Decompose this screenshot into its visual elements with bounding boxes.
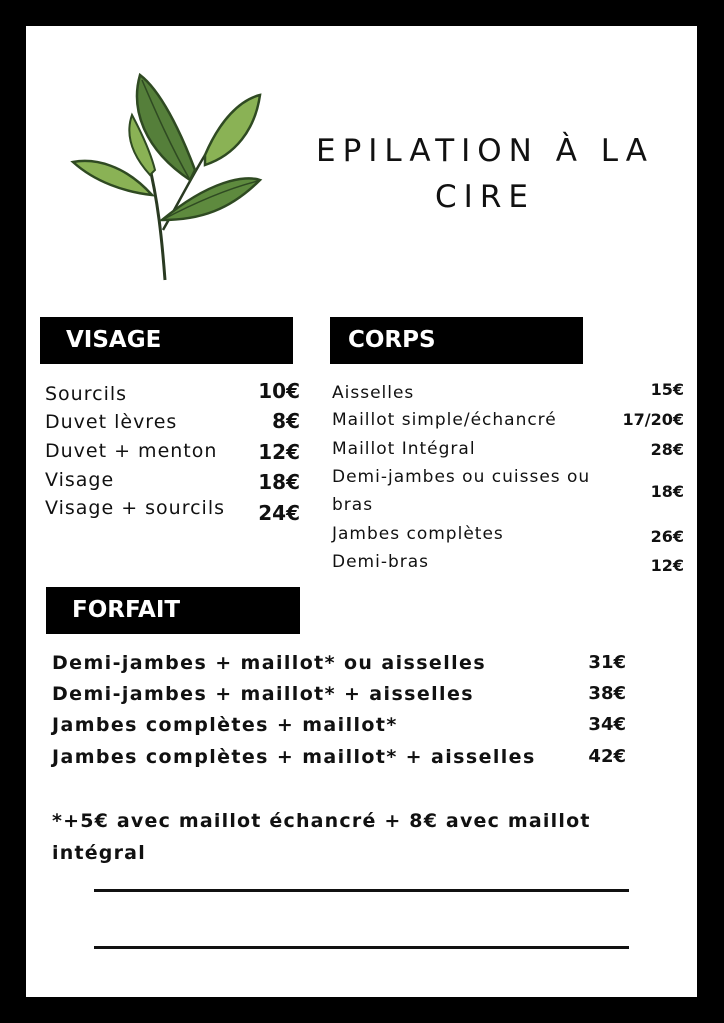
- footnote: *+5€ avec maillot échancré + 8€ avec maillot intégral: [52, 810, 591, 864]
- price: 12€: [258, 440, 300, 464]
- list-item: Duvet + menton: [45, 440, 218, 462]
- section-heading-corps: CORPS: [330, 317, 583, 364]
- list-item: Demi-jambes ou cuisses ou: [332, 467, 591, 487]
- price: 8€: [272, 409, 300, 433]
- list-item: Jambes complètes + maillot*: [52, 714, 398, 736]
- list-item: Maillot simple/échancré: [332, 410, 557, 430]
- list-item-continued: bras: [332, 495, 374, 515]
- list-item: Maillot Intégral: [332, 439, 476, 459]
- divider-line: [94, 946, 629, 949]
- leaf-branch-icon: [70, 70, 265, 285]
- title-line-2: CIRE: [435, 179, 535, 215]
- section-heading-visage: VISAGE: [40, 317, 293, 364]
- price: 12€: [650, 556, 684, 575]
- divider-line: [94, 889, 629, 892]
- price: 34€: [588, 714, 626, 735]
- price: 28€: [650, 440, 684, 459]
- list-item: Duvet lèvres: [45, 411, 178, 433]
- list-item: Demi-jambes + maillot* ou aisselles: [52, 652, 487, 674]
- price: 26€: [650, 527, 684, 546]
- price: 38€: [588, 683, 626, 704]
- list-item: Visage + sourcils: [45, 497, 226, 519]
- price: 31€: [588, 652, 626, 673]
- price: 42€: [588, 746, 626, 767]
- list-item: Visage: [45, 469, 115, 491]
- list-item: Sourcils: [45, 383, 128, 405]
- list-item: Jambes complètes + maillot* + aisselles: [52, 746, 536, 768]
- list-item: Demi-jambes + maillot* + aisselles: [52, 683, 474, 705]
- price: 10€: [258, 379, 300, 403]
- list-item: Demi-bras: [332, 552, 430, 572]
- price: 17/20€: [622, 410, 684, 429]
- title-line-1: EPILATION À LA: [316, 133, 654, 169]
- list-item: Jambes complètes: [332, 524, 504, 544]
- price: 18€: [258, 470, 300, 494]
- price: 24€: [258, 501, 300, 525]
- price: 18€: [650, 482, 684, 501]
- price: 15€: [650, 380, 684, 399]
- page-title: [292, 128, 678, 220]
- list-item: Aisselles: [332, 383, 415, 403]
- section-heading-forfait: FORFAIT: [46, 587, 300, 634]
